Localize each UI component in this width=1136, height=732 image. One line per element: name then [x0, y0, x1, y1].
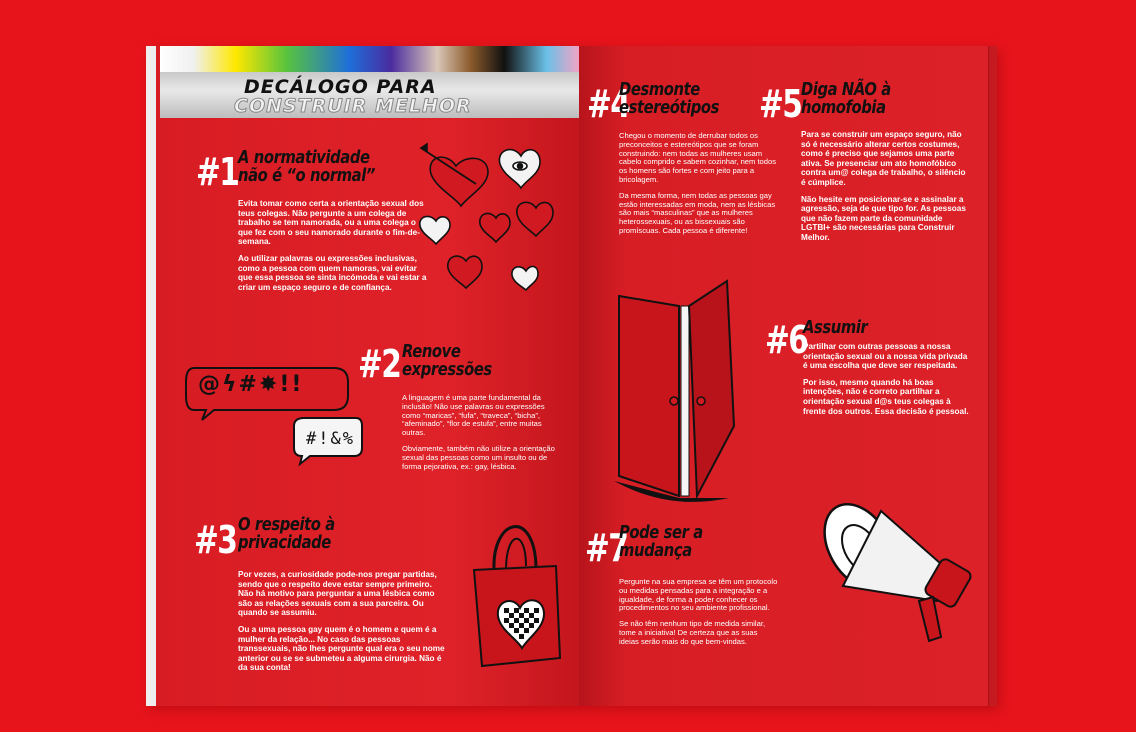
- section-5-body: [801, 130, 971, 250]
- bubble-bottom-text: #!&%: [306, 429, 355, 449]
- section-1-heading-l2: não é “o normal”: [238, 165, 375, 186]
- left-page-edge: [146, 46, 156, 706]
- section-7-number: #7: [585, 526, 628, 570]
- section-2-body: [402, 394, 562, 478]
- section-6-body: [803, 342, 973, 423]
- section-7-heading-l2: mudança: [619, 540, 692, 561]
- section-4-p1: Chegou o momento de derrubar todos os preconceitos e estereótipos que se foram construindo: nem todas as mulheres usam cabelo comprido e sabem cozinhar, nem todos os homens são fortes e com jeito para a bricolagem.: [619, 131, 777, 184]
- section-3-body: [238, 570, 448, 680]
- section-2-heading-l1: Renove: [402, 341, 461, 362]
- section-1-number: #1: [196, 150, 239, 194]
- right-page-edge: [988, 46, 997, 706]
- section-5-heading-l2: homofobia: [801, 97, 886, 118]
- door-icon: [609, 276, 739, 506]
- section-3-heading-l1: O respeito à: [238, 514, 335, 535]
- section-4-heading-l1: Desmonte: [619, 79, 700, 100]
- section-5-p2: Não hesite em posicionar-se e assinalar a agressão, seja de que tipo for. As pessoas que não fazem parte da comunidade LGTBI+ são necessárias para Construir Melhor.: [801, 194, 966, 242]
- section-4-body: [619, 132, 779, 243]
- section-6-number: #6: [765, 318, 808, 362]
- section-3-heading-l2: privacidade: [238, 532, 331, 553]
- section-6-p2: Por isso, mesmo quando há boas intenções, não é correto partilhar a orientação sexual d@s teus colegas à frente dos outros. Essa decisão é pessoal.: [803, 377, 969, 416]
- section-4-p2: Da mesma forma, nem todas as pessoas gay estão interessadas em moda, nem as lésbicas são mais “masculinas” que as mulheres heterossexuais, ou as bissexuais são promíscuas. Cada pessoa é diferente!: [619, 190, 776, 235]
- title-line1: DECÁLOGO PARA: [244, 76, 437, 98]
- section-5-p1: Para se construir um espaço seguro, não só é necessário alterar certos costumes, como é preciso que sejamos uma parte ativa. Se presenciar um ato homofóbico contra um@ colega de trabalho, o silêncio é cúmplice.: [801, 130, 966, 187]
- section-2-heading-l2: expressões: [402, 359, 492, 380]
- section-7-p1: Pergunte na sua empresa se têm um protocolo ou medidas pensadas para a integração e a igualdade, de forma a poder conhecer os procedimentos no seu ambiente profissional.: [619, 577, 778, 613]
- bubble-top-text: @ϟ#✸!!: [198, 372, 304, 397]
- section-7-p2: Se não têm nenhum tipo de medida similar, tome a iniciativa! De certeza que as suas ideias serão mais do que bem-vindas.: [619, 619, 766, 646]
- section-6-heading-l1: Assumir: [803, 317, 868, 338]
- title-line2: CONSTRUIR MELHOR: [234, 95, 472, 117]
- section-1-body: [238, 199, 428, 299]
- section-3-number: #3: [194, 518, 237, 562]
- section-1-p2: Ao utilizar palavras ou expressões inclusivas, como a pessoa com quem namoras, vai evitar que essa pessoa se sinta incómoda e vai estar a criar um espaço seguro e de confiança.: [238, 253, 427, 292]
- section-4-heading-l2: estereótipos: [619, 97, 719, 118]
- megaphone-icon: [819, 491, 979, 651]
- section-6-p1: Partilhar com outras pessoas a nossa orientação sexual ou a nossa vida privada é uma escolha que deve ser respeitada.: [803, 342, 968, 371]
- section-2-number: #2: [358, 342, 401, 386]
- section-7-body: [619, 578, 779, 654]
- section-7-heading-l1: Pode ser a: [619, 522, 703, 543]
- section-2-p1: A linguagem é uma parte fundamental da inclusão! Não use palavras ou expressões como “maricas”, “fufa”, “traveca”, “bicha”, “afeminado”, “flor de estufa”, entre muitas outras.: [402, 393, 545, 438]
- right-page: [579, 46, 993, 706]
- section-2-p2: Obviamente, também não utilize a orientação sexual das pessoas como um insulto ou de forma pejorativa, ex.: gay, lésbica.: [402, 443, 555, 471]
- hearts-icon: [416, 136, 566, 311]
- tote-bag-icon: [464, 508, 564, 668]
- section-5-heading-l1: Diga NÃO à: [801, 79, 891, 100]
- rainbow-strip: [160, 46, 579, 72]
- left-page: [146, 46, 579, 706]
- section-3-p2: Ou a uma pessoa gay quem é o homem e quem é a mulher da relação... No caso das pessoas transsexuais, não lhes pergunte qual era o seu nome anterior ou se se submeteu a alguma cirurgia. Não é da sua conta!: [238, 624, 445, 673]
- section-3-p1: Por vezes, a curiosidade pode-nos pregar partidas, sendo que o respeito deve estar sempre primeiro. Não há motivo para perguntar a uma lésbica como são as relações sexuais com a sua parceira. Ou quando se assumiu.: [238, 570, 437, 618]
- section-1-p1: Evita tomar como certa a orientação sexual dos teus colegas. Não pergunte a um colega de trabalho se tem namorada, ou a uma colega o que fez com o seu namorado durante o fim-de-semana.: [238, 199, 424, 247]
- section-1-heading-l1: A normatividade: [238, 147, 370, 168]
- section-4-number: #4: [587, 82, 630, 126]
- section-5-number: #5: [759, 82, 802, 126]
